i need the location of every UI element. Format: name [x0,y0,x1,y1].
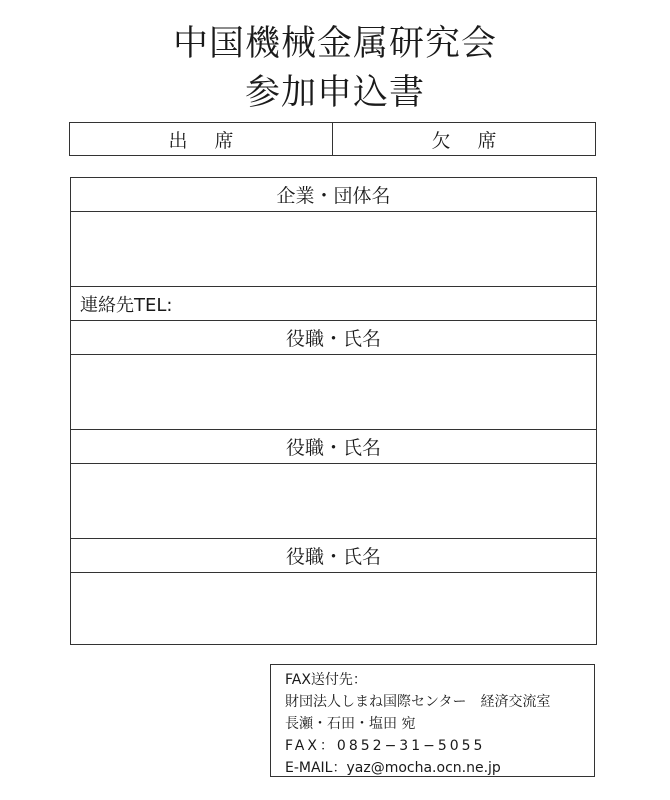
page-subtitle: 参加申込書 [244,73,425,113]
person-field-1[interactable] [71,355,596,430]
person-label-1: 役職・氏名 [71,321,596,355]
person-field-3[interactable] [71,573,596,644]
fax-email[interactable]: E-MAIL：yaz@mocha.ocn.ne.jp [285,760,501,776]
fax-number: FAX：0852−31−5055 [285,738,486,754]
fax-organization: 財団法人しまね国際センター 経済交流室 [285,694,551,710]
fax-heading: FAX送付先： [285,672,367,688]
person-label-2: 役職・氏名 [71,430,596,464]
contact-tel-field[interactable] [71,287,596,321]
attendance-table [69,122,596,156]
company-name-label: 企業・団体名 [71,178,596,212]
person-field-2[interactable] [71,464,596,539]
fax-recipients: 長瀬・石田・塩田 宛 [285,716,416,732]
page-title: 中国機械金属研究会 [172,24,497,64]
company-name-field[interactable] [71,212,596,287]
application-form [70,177,597,645]
fax-destination-box [270,664,595,777]
absent-option[interactable]: 欠席 [332,123,595,155]
person-label-3: 役職・氏名 [71,539,596,573]
contact-tel-label: 連絡先TEL: [80,294,173,316]
attend-option[interactable]: 出席 [168,129,261,152]
